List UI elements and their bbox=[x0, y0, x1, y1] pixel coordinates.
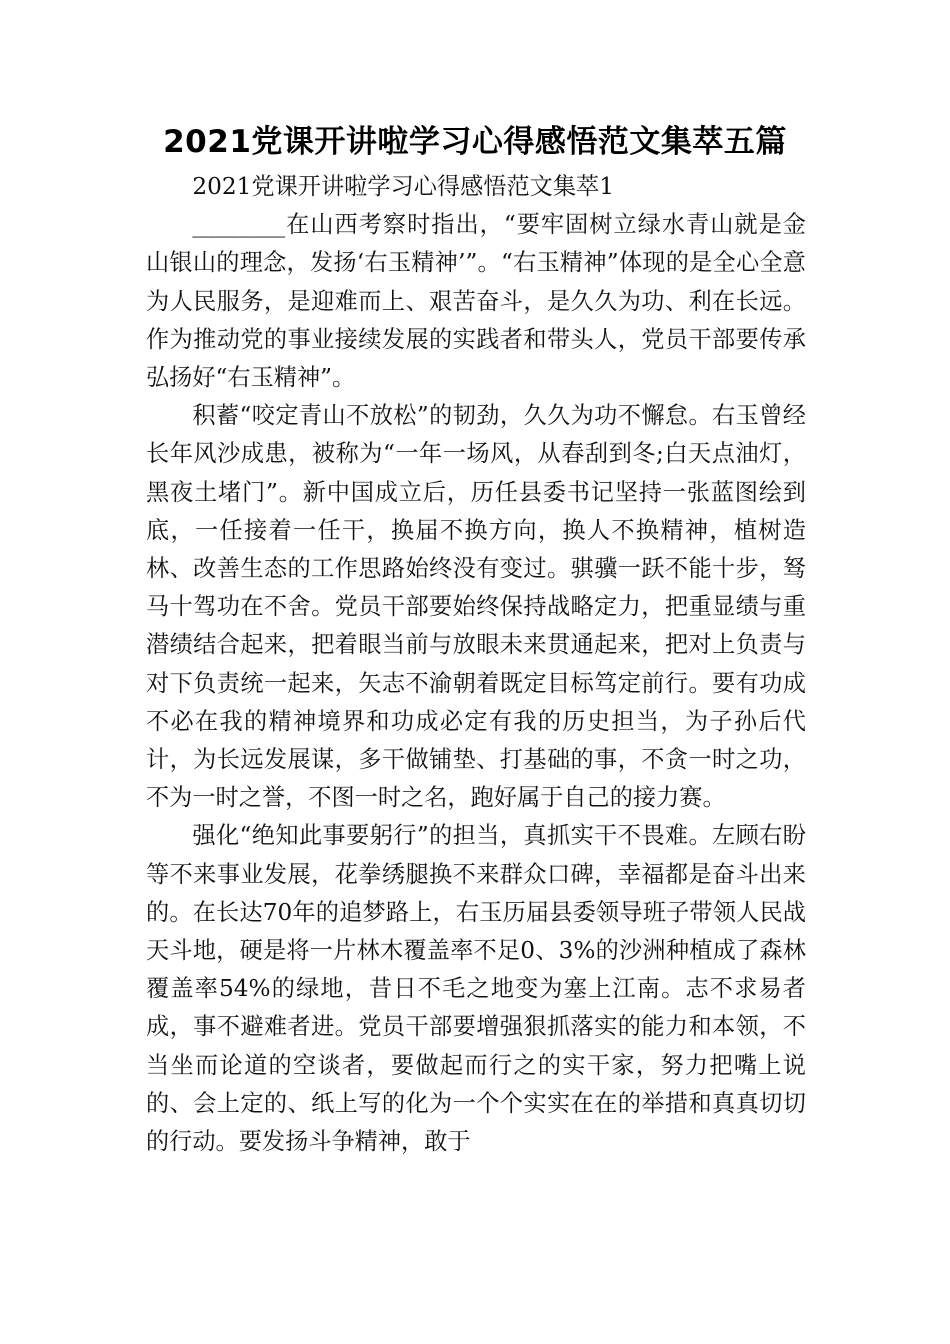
paragraph-intro: ________在山西考察时指出，“要牢固树立绿水青山就是金山银山的理念，发扬‘右玉精神’”。“右玉精神”体现的是全心全意为人民服务，是迎难而上、艰苦奋斗，是久久为功、利在长远。作为推动党的事业接续发展的实践者和带头人，党员干部要传承弘扬好“右玉精神”。 bbox=[146, 211, 806, 392]
paragraph-practice: 强化“绝知此事要躬行”的担当，真抓实干不畏难。左顾右盼等不来事业发展，花拳绣腿换不来群众口碑，幸福都是奋斗出来的。在长达70年的追梦路上，右玉历届县委领导班子带领人民战天斗地，硬是将一片林木覆盖率不足0、3%的沙洲种植成了森林覆盖率54%的绿地，昔日不毛之地变为塞上江南。志不求易者成，事不避难者进。党员干部要增强狠抓落实的能力和本领，不当坐而论道的空谈者，要做起而行之的实干家，努力把嘴上说的、会上定的、纸上写的化为一个个实实在在的举措和真真切切的行动。要发扬斗争精神，敢于 bbox=[146, 822, 806, 1156]
document-body bbox=[146, 168, 806, 1161]
paragraph-persistence: 积蓄“咬定青山不放松”的韧劲，久久为功不懈怠。右玉曾经长年风沙成患，被称为“一年一场风，从春刮到冬;白天点油灯，黑夜土堵门”。新中国成立后，历任县委书记坚持一张蓝图绘到底，一任接着一任干，换届不换方向，换人不换精神，植树造林、改善生态的工作思路始终没有变过。骐骥一跃不能十步，驽马十驾功在不舍。党员干部要始终保持战略定力，把重显绩与重潜绩结合起来，把着眼当前与放眼未来贯通起来，把对上负责与对下负责统一起来，矢志不渝朝着既定目标笃定前行。要有功成不必在我的精神境界和功成必定有我的历史担当，为子孙后代计，为长远发展谋，多干做铺垫、打基础的事，不贪一时之功，不为一时之誉，不图一时之名，跑好属于自己的接力赛。 bbox=[146, 402, 806, 812]
document-subtitle: 2021党课开讲啦学习心得感悟范文集萃1 bbox=[192, 173, 614, 200]
document-title: 2021党课开讲啦学习心得感悟范文集萃五篇 bbox=[163, 124, 787, 160]
